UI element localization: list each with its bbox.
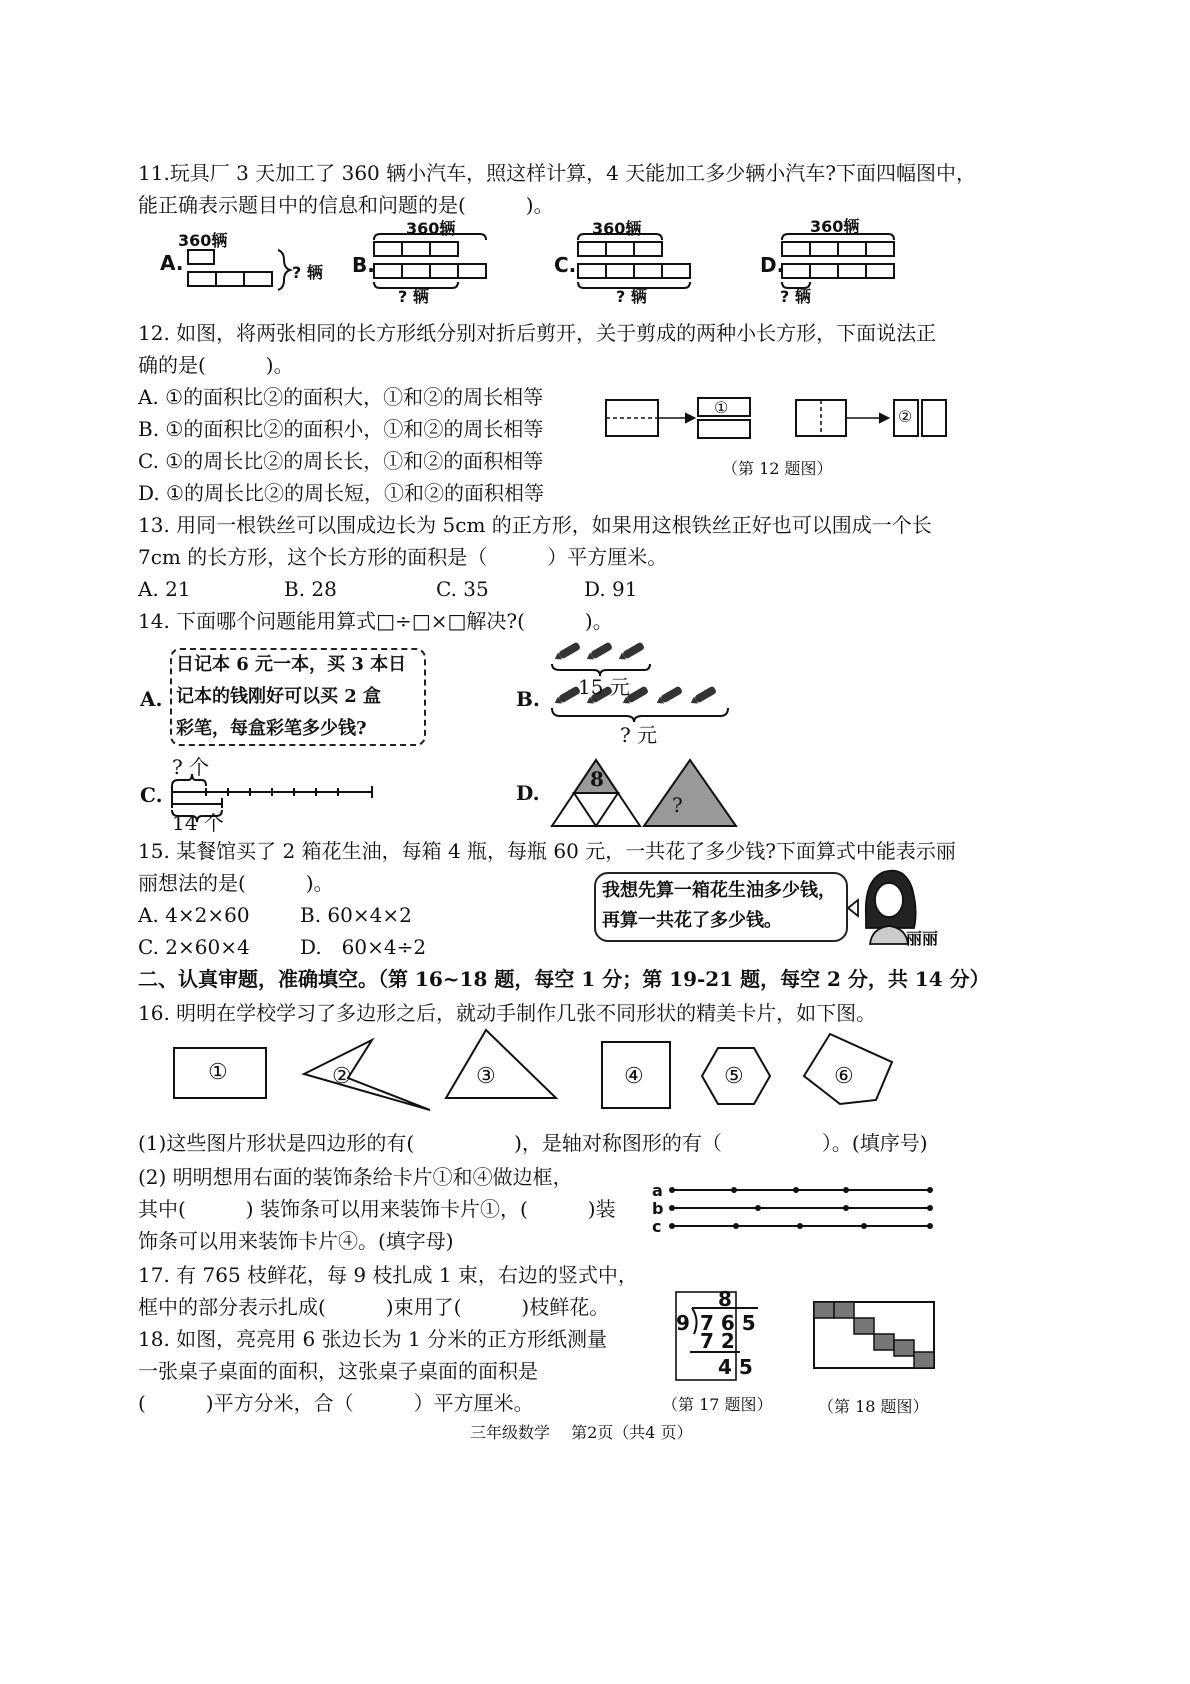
q16-shape-1-label: ① [208, 1060, 228, 1085]
page-footer: 三年级数学 第2页（共4 页） [470, 1423, 693, 1442]
q16-shape-5-label: ⑤ [724, 1064, 744, 1089]
q14-d-unknown-label: ? [672, 793, 683, 817]
q17-caption: （第 17 题图） [662, 1395, 773, 1414]
q11-option-d-label[interactable]: D. [760, 253, 785, 277]
q12-piece-1-label: ① [714, 398, 729, 417]
q14-option-d-label[interactable]: D. [516, 781, 540, 805]
q13-option-b[interactable]: B. 28 [284, 577, 337, 601]
q12-option-b[interactable]: B. ①的面积比②的面积小，①和②的周长相等 [138, 417, 544, 441]
q11-d-known-label: 360辆 [810, 217, 860, 236]
q11-option-b-label[interactable]: B. [352, 253, 375, 277]
q16-part-2-line1: (2) 明明想用右面的装饰条给卡片①和④做边框， [138, 1165, 573, 1189]
q11-option-a-label[interactable]: A. [160, 251, 184, 275]
q14-text-line1: 14. 下面哪个问题能用算式□÷□×□解决?( )。 [138, 609, 613, 633]
q12-fold-horizontal [606, 398, 750, 438]
q15-speech-line1: 我想先算一箱花生油多少钱， [602, 880, 836, 901]
q17-divisor: 9 [676, 1311, 690, 1335]
q14-c-top-label: ? 个 [172, 755, 210, 779]
q17-quotient: 8 [718, 1287, 732, 1311]
q18-caption: （第 18 题图） [818, 1397, 929, 1416]
q14-a-line1: 日记本 6 元一本，买 3 本日 [176, 654, 407, 675]
q11-b-diagram [374, 234, 486, 288]
q14-a-line2: 记本的钱刚好可以买 2 盒 [176, 686, 382, 707]
q15-speech-bubble [594, 872, 848, 942]
q12-piece-2-label: ② [898, 407, 913, 426]
q16-part-1: (1)这些图片形状是四边形的有( )，是轴对称图形的有（ ）。(填序号) [138, 1131, 928, 1155]
q12-option-a[interactable]: A. ①的面积比②的面积大，①和②的周长相等 [138, 385, 544, 409]
q11-b-unknown-label: ? 辆 [398, 287, 429, 306]
q15-text-line2: 丽想法的是( )。 [138, 871, 334, 895]
q16-shape-3 [446, 1030, 556, 1098]
q16-strip-a-label: a [652, 1181, 663, 1200]
q12-fold-vertical [796, 400, 946, 436]
q11-a-unknown-label: ? 辆 [292, 263, 323, 282]
q17-remainder: 4 5 [718, 1355, 753, 1379]
q12-caption: （第 12 题图） [722, 459, 833, 478]
q11-c-diagram [578, 234, 690, 288]
q18-text-line3: ( )平方分米，合（ ）平方厘米。 [138, 1391, 534, 1415]
q17-dividend: 7 6 5 [700, 1311, 756, 1335]
q16-shape-3-label: ③ [476, 1064, 496, 1089]
q13-option-a[interactable]: A. 21 [138, 577, 191, 601]
q11-text-line2: 能正确表示题目中的信息和问题的是( )。 [138, 193, 554, 217]
q14-c-bottom-label: 14 个 [172, 811, 224, 835]
q15-speech-line2: 再算一共花了多少钱。 [602, 910, 782, 931]
q14-b-bottom-brace [552, 708, 728, 722]
q18-paper-squares [814, 1302, 934, 1368]
q15-option-d[interactable]: D. 60×4÷2 [300, 935, 427, 959]
q14-d-triangles [552, 760, 736, 826]
q16-part-2-line2: 其中( ) 装饰条可以用来装饰卡片①，( )装 [138, 1197, 616, 1221]
q11-b-known-label: 360辆 [406, 219, 456, 238]
q18-text-line2: 一张桌子桌面的面积，这张桌子桌面的面积是 [138, 1359, 538, 1383]
q16-text-line1: 16. 明明在学校学习了多边形之后，就动手制作几张不同形状的精美卡片，如下图。 [138, 1001, 877, 1025]
q11-a-known-label: 360辆 [178, 231, 228, 250]
q14-option-a-label[interactable]: A. [140, 687, 163, 711]
q16-strip-c-label: c [652, 1217, 662, 1236]
q13-text-line1: 13. 用同一根铁丝可以围成边长为 5cm 的正方形，如果用这根铁丝正好也可以围成一个长 [138, 513, 932, 537]
q13-option-d[interactable]: D. 91 [584, 577, 638, 601]
q18-text-line1: 18. 如图，亮亮用 6 张边长为 1 分米的正方形纸测量 [138, 1327, 608, 1351]
q12-option-c[interactable]: C. ①的周长比②的周长长，①和②的面积相等 [138, 449, 544, 473]
q15-girl-name: 丽丽 [906, 929, 939, 948]
q12-text-line1: 12. 如图，将两张相同的长方形纸分别对折后剪开，关于剪成的两种小长方形，下面说法正 [138, 321, 937, 345]
q14-option-c-label[interactable]: C. [140, 783, 163, 807]
q14-a-problem-box [170, 648, 426, 746]
q14-d-known-label: 8 [590, 767, 604, 791]
q11-a-diagram [188, 250, 290, 290]
q15-option-c[interactable]: C. 2×60×4 [138, 935, 250, 959]
q16-shape-2 [304, 1040, 430, 1110]
q16-shape-4-label: ④ [624, 1064, 644, 1089]
q11-option-c-label[interactable]: C. [554, 253, 577, 277]
section-2-title: 二、认真审题，准确填空。（第 16~18 题，每空 1 分；第 19-21 题，每空 2 分，共 14 分） [138, 967, 990, 991]
q16-part-2-line3: 饰条可以用来装饰卡片④。(填字母) [138, 1229, 454, 1253]
q13-option-c[interactable]: C. 35 [436, 577, 489, 601]
q12-text-line2: 确的是( )。 [138, 353, 294, 377]
q14-a-line3: 彩笔，每盒彩笔多少钱? [176, 718, 367, 739]
q17-product: 7 2 [700, 1329, 735, 1353]
q11-c-known-label: 360辆 [592, 219, 642, 238]
q15-option-b[interactable]: B. 60×4×2 [300, 903, 412, 927]
q12-option-d[interactable]: D. ①的周长比②的周长短，①和②的面积相等 [138, 481, 544, 505]
q14-b-bottom-label: ? 元 [620, 723, 658, 747]
q11-d-diagram [782, 234, 894, 288]
q15-text-line1: 15. 某餐馆买了 2 箱花生油，每箱 4 瓶，每瓶 60 元，一共花了多少钱?下面算式中能表示丽 [138, 839, 956, 863]
q14-b-top-label: 15 元 [578, 675, 630, 699]
q17-text-line2: 框中的部分表示扎成( )束用了( )枝鲜花。 [138, 1295, 610, 1319]
q15-option-a[interactable]: A. 4×2×60 [138, 903, 250, 927]
q11-c-unknown-label: ? 辆 [616, 287, 647, 306]
q16-shape-2-label: ② [332, 1064, 352, 1089]
q16-strip-b-label: b [652, 1199, 664, 1218]
q11-text-line1: 11.玩具厂 3 天加工了 360 辆小汽车，照这样计算，4 天能加工多少辆小汽车?下面四幅图中， [138, 161, 976, 185]
q14-option-b-label[interactable]: B. [516, 687, 540, 711]
q17-text-line1: 17. 有 765 枝鲜花，每 9 枝扎成 1 束，右边的竖式中， [138, 1263, 638, 1287]
q13-text-line2: 7cm 的长方形，这个长方形的面积是（ ）平方厘米。 [138, 545, 668, 569]
q16-shape-6-label: ⑥ [834, 1064, 854, 1089]
q11-d-unknown-label: ? 辆 [780, 287, 811, 306]
